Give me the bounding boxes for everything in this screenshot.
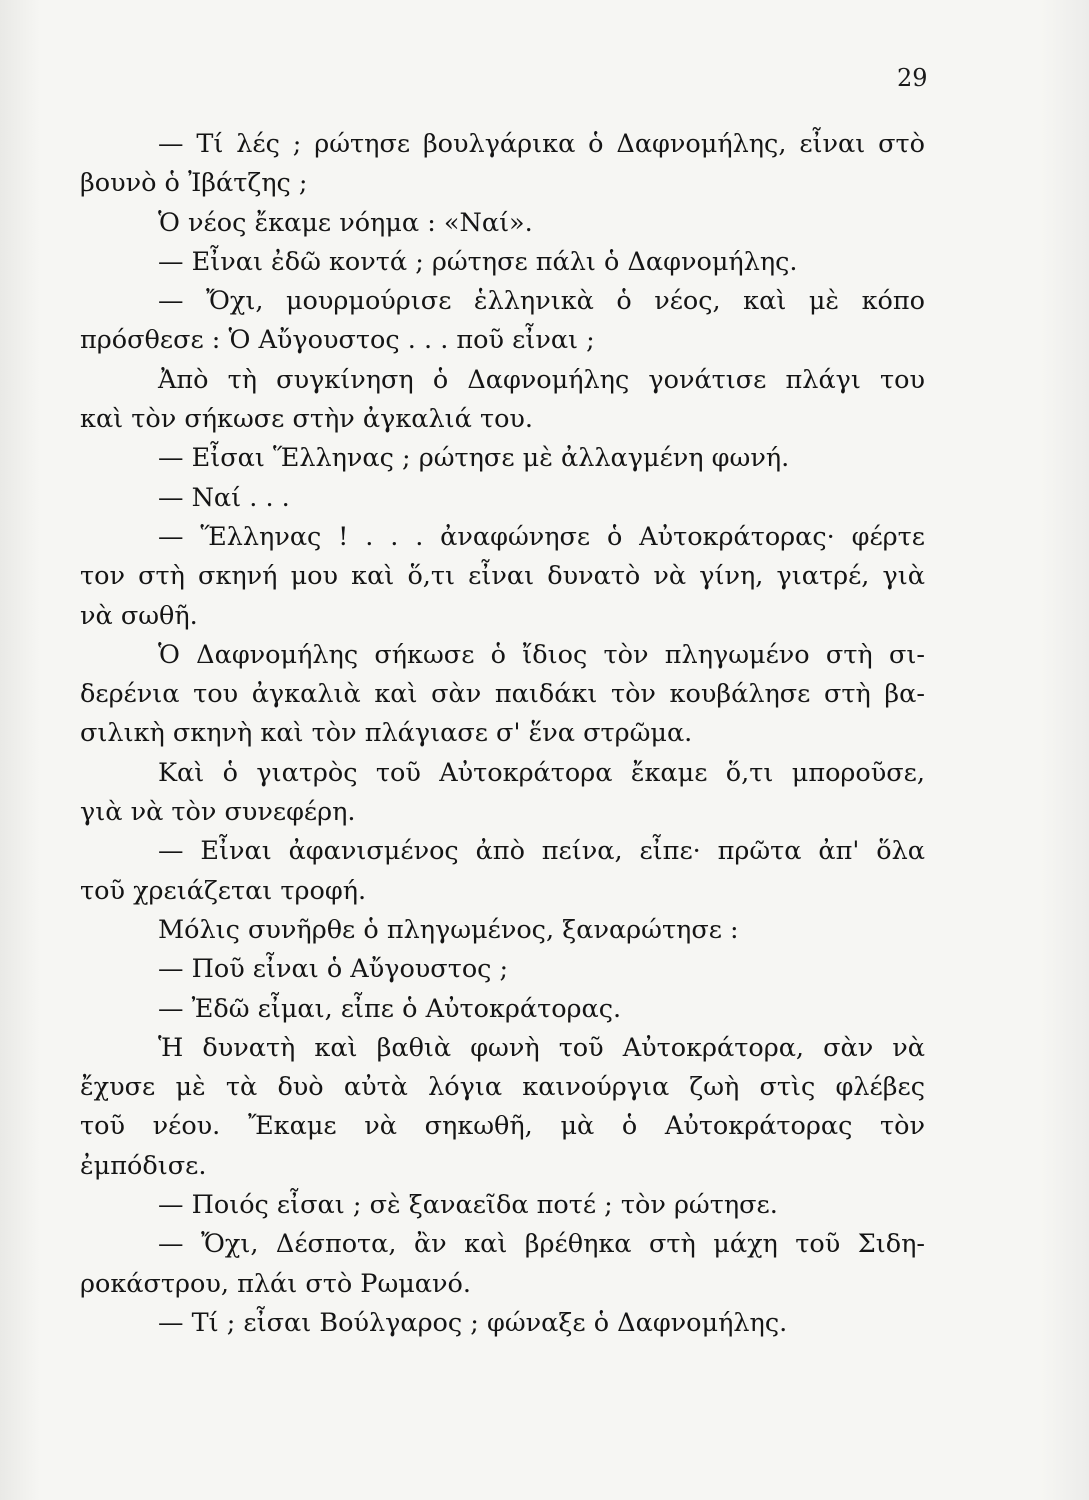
text-line: — Ποῦ εἶναι ὁ Αὔγουστος ; <box>158 954 509 985</box>
text-line: Ἡ δυνατὴ καὶ βαθιὰ φωνὴ τοῦ Αὐτοκράτορα, σὰν νὰ <box>158 1032 925 1063</box>
text-line: καὶ τὸν σήκωσε στὴν ἀγκαλιά του. <box>80 404 534 435</box>
text-line: — Ἐδῶ εἶμαι, εἶπε ὁ Αὐτοκράτορας. <box>158 993 622 1024</box>
text-line: Ὁ Δαφνομήλης σήκωσε ὁ ἴδιος τὸν πληγωμένο στὴ σι- <box>158 639 925 670</box>
text-line: βουνὸ ὁ Ἰβάτζης ; <box>80 168 308 199</box>
text-line: ἔχυσε μὲ τὰ δυὸ αὐτὰ λόγια καινούργια ζωὴ στὶς φλέβες <box>80 1072 925 1103</box>
text-line: — Ὄχι, μουρμούρισε ἑλληνικὰ ὁ νέος, καὶ μὲ κόπο <box>158 286 925 317</box>
text-line: δερένια του ἀγκαλιὰ καὶ σὰν παιδάκι τὸν κουβάλησε στὴ βα- <box>80 679 925 710</box>
text-line: ροκάστρου, πλάι στὸ Ρωμανό. <box>80 1268 471 1299</box>
text-line: — Ναί . . . <box>158 482 290 513</box>
text-line: νὰ σωθῆ. <box>80 600 198 631</box>
page-number: 29 <box>897 64 928 92</box>
text-line: ἐμπόδισε. <box>80 1150 207 1181</box>
text-line: — Ἕλληνας ! . . . ἀναφώνησε ὁ Αὐτοκράτορας· φέρτε <box>158 521 925 552</box>
text-line: γιὰ νὰ τὸν συνεφέρη. <box>80 797 356 828</box>
text-line: — Εἶναι ἐδῶ κοντά ; ρώτησε πάλι ὁ Δαφνομήλης. <box>158 246 798 277</box>
text-line: — Τί λές ; ρώτησε βουλγάρικα ὁ Δαφνομήλης, εἶναι στὸ <box>158 129 925 159</box>
text-line: σιλικὴ σκηνὴ καὶ τὸν πλάγιασε σ' ἕνα στρῶμα. <box>80 718 693 749</box>
text-line: — Ποιός εἶσαι ; σὲ ξαναεῖδα ποτέ ; τὸν ρώτησε. <box>158 1190 778 1221</box>
text-line: Μόλις συνῆρθε ὁ πληγωμένος, ξαναρώτησε : <box>158 914 739 945</box>
text-line: — Εἶναι ἀφανισμένος ἀπὸ πείνα, εἶπε· πρῶτα ἀπ' ὅλα <box>158 836 925 867</box>
text-line: — Εἶσαι Ἕλληνας ; ρώτησε μὲ ἀλλαγμένη φωνή. <box>158 443 790 474</box>
text-line: τον στὴ σκηνή μου καὶ ὅ,τι εἶναι δυνατὸ νὰ γίνη, γιατρέ, γιὰ <box>80 561 925 592</box>
text-line: — Τί ; εἶσαι Βούλγαρος ; φώναξε ὁ Δαφνομήλης. <box>158 1307 788 1338</box>
text-line: Καὶ ὁ γιατρὸς τοῦ Αὐτοκράτορα ἔκαμε ὅ,τι μποροῦσε, <box>158 757 925 788</box>
text-line: Ὁ νέος ἔκαμε νόημα : «Ναί». <box>158 207 533 238</box>
text-line: τοῦ νέου. Ἔκαμε νὰ σηκωθῆ, μὰ ὁ Αὐτοκράτορας τὸν <box>80 1111 925 1142</box>
text-line: — Ὄχι, Δέσποτα, ἂν καὶ βρέθηκα στὴ μάχη τοῦ Σιδη- <box>158 1229 925 1260</box>
text-line: τοῦ χρειάζεται τροφή. <box>80 875 367 906</box>
text-line: πρόσθεσε : Ὁ Αὔγουστος . . . ποῦ εἶναι ; <box>80 325 595 356</box>
text-line: Ἀπὸ τὴ συγκίνηση ὁ Δαφνομήλης γονάτισε πλάγι του <box>158 364 925 395</box>
text-body <box>80 125 925 1343</box>
